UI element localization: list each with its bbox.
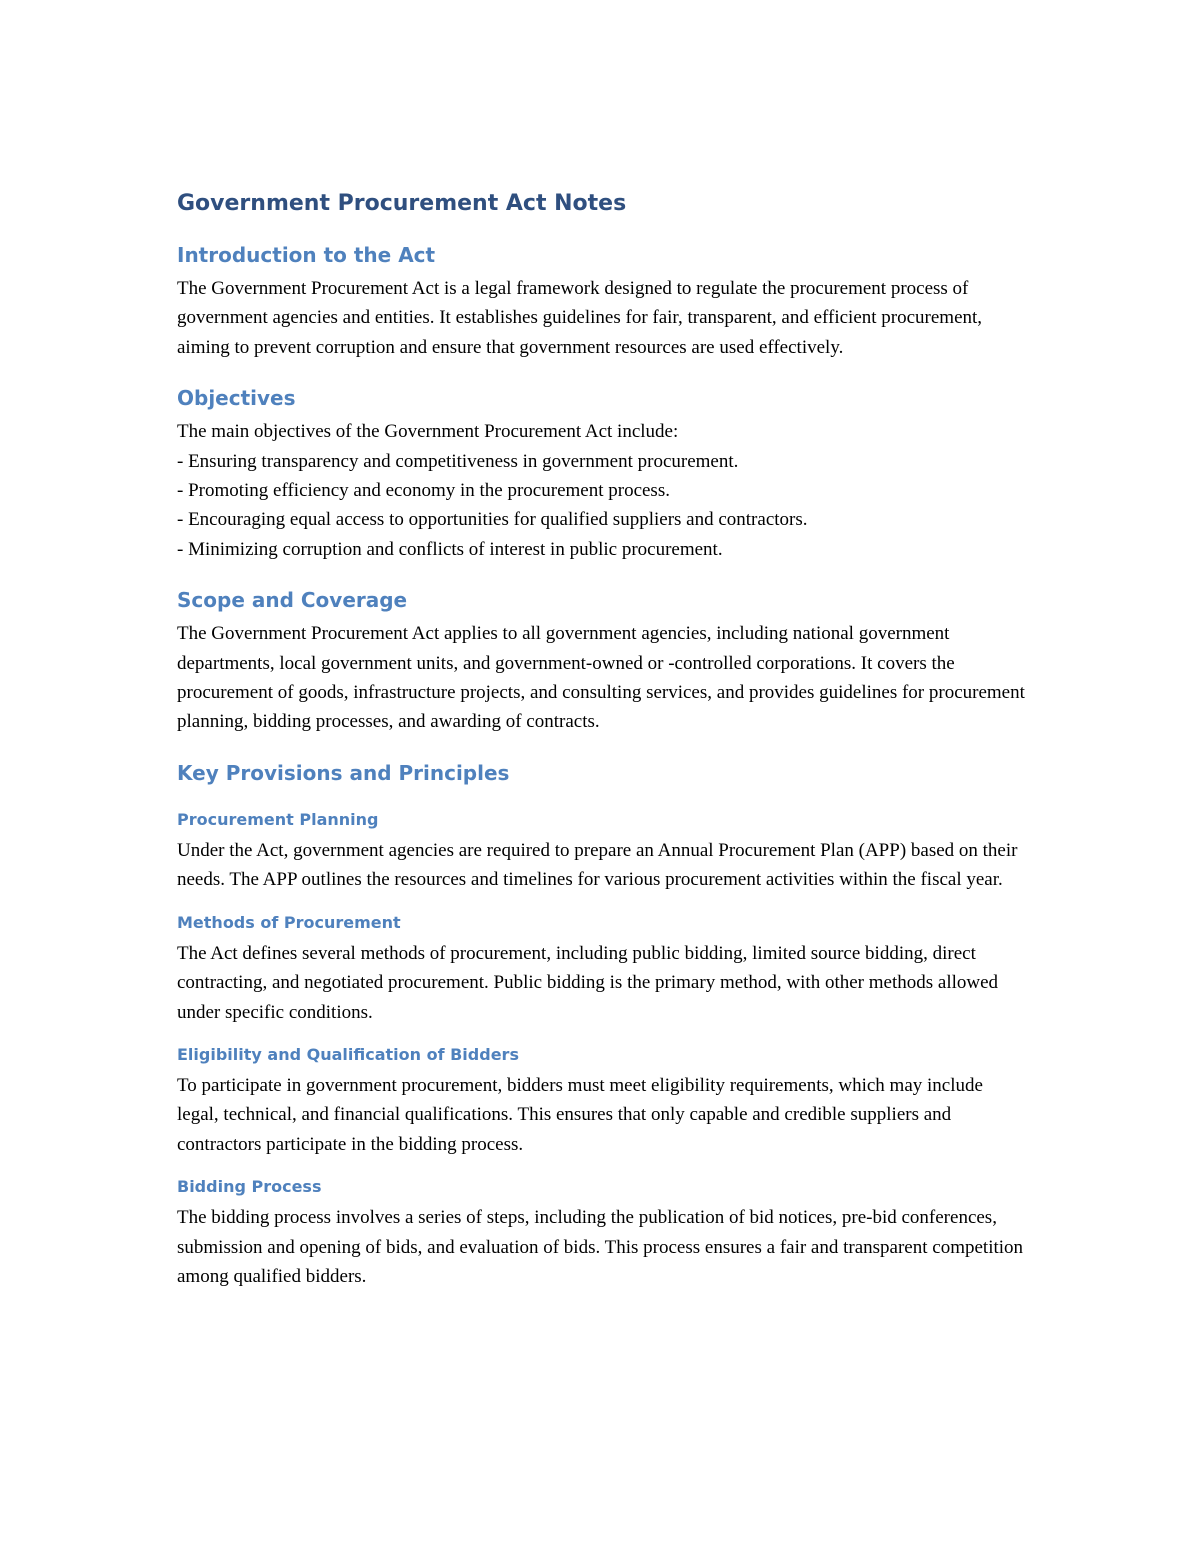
- subsection-body-bidding: The bidding process involves a series of steps, including the publication of bid notices, pre-bid conferences, submission and opening of bids, and evaluation of bids. This process ensures a fair and transparent competition among qualified bidders.: [177, 1207, 1024, 1287]
- subsection-methods: [177, 911, 1027, 1027]
- section-heading-introduction: Introduction to the Act: [177, 243, 436, 267]
- subsection-heading-eligibility: Eligibility and Qualification of Bidders: [177, 1044, 519, 1064]
- subsection-heading-bidding: Bidding Process: [177, 1177, 322, 1197]
- list-item: - Ensuring transparency and competitiveness in government procurement.: [177, 450, 739, 472]
- section-heading-key-provisions: Key Provisions and Principles: [177, 760, 510, 785]
- objectives-intro: The main objectives of the Government Procurement Act include:: [177, 421, 679, 443]
- section-introduction: [177, 240, 1027, 362]
- list-item: - Minimizing corruption and conflicts of interest in public procurement.: [177, 538, 723, 560]
- subsection-eligibility: [177, 1043, 1027, 1159]
- section-heading-objectives: Objectives: [177, 386, 296, 411]
- objectives-list: [177, 447, 1027, 565]
- list-item: - Promoting efficiency and economy in the procurement process.: [177, 480, 670, 502]
- section-heading-scope: Scope and Coverage: [177, 588, 408, 613]
- document-title: Government Procurement Act Notes: [177, 191, 627, 216]
- subsection-body-eligibility: To participate in government procurement, bidders must meet eligibility requirements, which may include legal, technical, and financial qualifications. This ensures that only capable and credible suppliers and contractors participate in the bidding process.: [177, 1074, 983, 1155]
- section-objectives: [177, 383, 1027, 564]
- subsection-body-methods: The Act defines several methods of procurement, including public bidding, limited source bidding, direct contracting, and negotiated procurement. Public bidding is the primary method, with other methods allowed under specific conditions.: [177, 942, 999, 1023]
- section-key-provisions: [177, 758, 1027, 1291]
- document-page: [177, 188, 1027, 1307]
- subsection-heading-methods: Methods of Procurement: [177, 912, 401, 932]
- section-scope: [177, 585, 1027, 737]
- list-item: - Encouraging equal access to opportunities for qualified suppliers and contractors.: [177, 509, 808, 531]
- subsection-body-planning: Under the Act, government agencies are required to prepare an Annual Procurement Plan (APP) based on their needs. The APP outlines the resources and timelines for various procurement activities within the fiscal year.: [177, 839, 1018, 891]
- section-body-introduction: The Government Procurement Act is a legal framework designed to regulate the procurement process of government agencies and entities. It establishes guidelines for fair, transparent, and efficient procurement, aiming to prevent corruption and ensure that government resources are used effectively.: [177, 278, 983, 358]
- section-body-scope: The Government Procurement Act applies to all government agencies, including national government departments, local government units, and government-owned or -controlled corporations. It covers the procurement of goods, infrastructure projects, and consulting services, and provides guidelines for procurement planning, bidding processes, and awarding of contracts.: [177, 623, 1025, 733]
- subsection-planning: [177, 808, 1027, 895]
- subsection-bidding: [177, 1175, 1027, 1291]
- subsection-heading-planning: Procurement Planning: [177, 809, 379, 829]
